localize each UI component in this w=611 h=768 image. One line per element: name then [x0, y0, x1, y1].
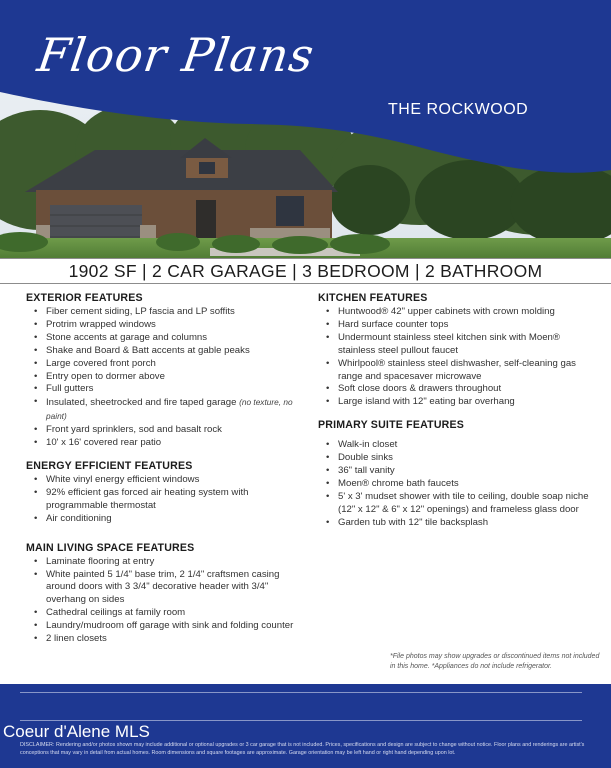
floor-plans-title: Floor Plans	[34, 28, 318, 82]
kitchen-features-title: KITCHEN FEATURES	[318, 292, 428, 304]
list-item: • Walk-in closet	[318, 439, 598, 452]
list-item: • 10' x 16' covered rear patio	[26, 437, 306, 450]
list-item	[26, 396, 306, 424]
header-banner	[0, 0, 611, 260]
suite-features-title: PRIMARY SUITE FEATURES	[318, 419, 465, 432]
footer-rule	[20, 720, 582, 721]
list-item: • White painted 5 1/4" base trim, 2 1/4" craftsmen casing around doors with 3 3/4" decorative header with 3/4" overhang on sides	[26, 569, 306, 608]
list-item: • Laundry/mudroom off garage with sink and folding counter	[26, 620, 306, 633]
right-column	[318, 292, 598, 540]
list-item: • White vinyl energy efficient windows	[26, 474, 306, 487]
energy-features-title: ENERGY EFFICIENT FEATURES	[26, 459, 193, 472]
exterior-features-list	[26, 306, 306, 450]
exterior-features-title: EXTERIOR FEATURES	[26, 292, 143, 304]
list-item: • Stone accents at garage and columns	[26, 332, 306, 345]
list-item: • Full gutters	[26, 383, 306, 396]
mls-brand: Coeur d'Alene MLS	[3, 722, 150, 741]
list-item: • Cathedral ceilings at family room	[26, 607, 306, 620]
footer-band	[0, 684, 611, 768]
list-item: • Protrim wrapped windows	[26, 319, 306, 332]
list-item: • Fiber cement siding, LP fascia and LP soffits	[26, 306, 306, 319]
list-item: • 5' x 3' mudset shower with tile to ceiling, double soap niche (12" x 12" & 6" x 12" openings) and frameless glass door	[318, 491, 598, 517]
kitchen-features-list	[318, 306, 598, 409]
list-item: • Large covered front porch	[26, 358, 306, 371]
list-item: • 36" tall vanity	[318, 465, 598, 478]
list-item: • Front yard sprinklers, sod and basalt rock	[26, 424, 306, 437]
suite-features-list	[318, 439, 598, 529]
list-item: • Air conditioning	[26, 513, 306, 526]
list-item: • Laminate flooring at entry	[26, 556, 306, 569]
energy-features-list	[26, 474, 306, 526]
list-item: • Moen® chrome bath faucets	[318, 478, 598, 491]
list-item: • Undermount stainless steel kitchen sink with Moen® stainless steel pullout faucet	[318, 332, 598, 358]
garage-item-text: Insulated, sheetrocked and fire taped garage	[46, 397, 237, 409]
footer-rule	[20, 692, 582, 693]
footer-disclaimer: DISCLAIMER: Rendering and/or photos shown may include additional or optional upgrades or 3 car garage that is not included. Prices, specifications and design are subject to change without notice. Floor plans and renderings are artist's conceptions that may vary in detail from actual homes. Room dimensions and square footages are approximate. Garage orientation may be left hand or right hand depending upon lot.	[20, 742, 585, 756]
list-item: • Large island with 12" eating bar overhang	[318, 396, 598, 409]
plan-name: THE ROCKWOOD	[388, 101, 529, 118]
list-item: • Double sinks	[318, 452, 598, 465]
home-stats: 1902 SF | 2 CAR GARAGE | 3 BEDROOM | 2 BATHROOM	[68, 261, 543, 281]
list-item: • Soft close doors & drawers throughout	[318, 383, 598, 396]
stats-bar	[0, 258, 611, 284]
list-item: • Hard surface counter tops	[318, 319, 598, 332]
garage-note: (no texture, no paint)	[46, 397, 293, 422]
list-item: • 92% efficient gas forced air heating system with programmable thermostat	[26, 487, 306, 513]
list-item: • Entry open to dormer above	[26, 371, 306, 384]
list-item: • Garden tub with 12" tile backsplash	[318, 517, 598, 530]
living-features-title: MAIN LIVING SPACE FEATURES	[26, 541, 195, 554]
living-features-list	[26, 556, 306, 646]
list-item: • 2 linen closets	[26, 633, 306, 646]
list-item: • Whirlpool® stainless steel dishwasher, self-cleaning gas range and spacesaver microwave	[318, 358, 598, 384]
list-item: • Huntwood® 42" upper cabinets with crown molding	[318, 306, 598, 319]
list-item: • Shake and Board & Batt accents at gable peaks	[26, 345, 306, 358]
left-column	[26, 292, 306, 656]
photo-disclaimer: *File photos may show upgrades or discontinued items not included in this home. *Appliances do not include refrigerator.	[390, 653, 600, 670]
